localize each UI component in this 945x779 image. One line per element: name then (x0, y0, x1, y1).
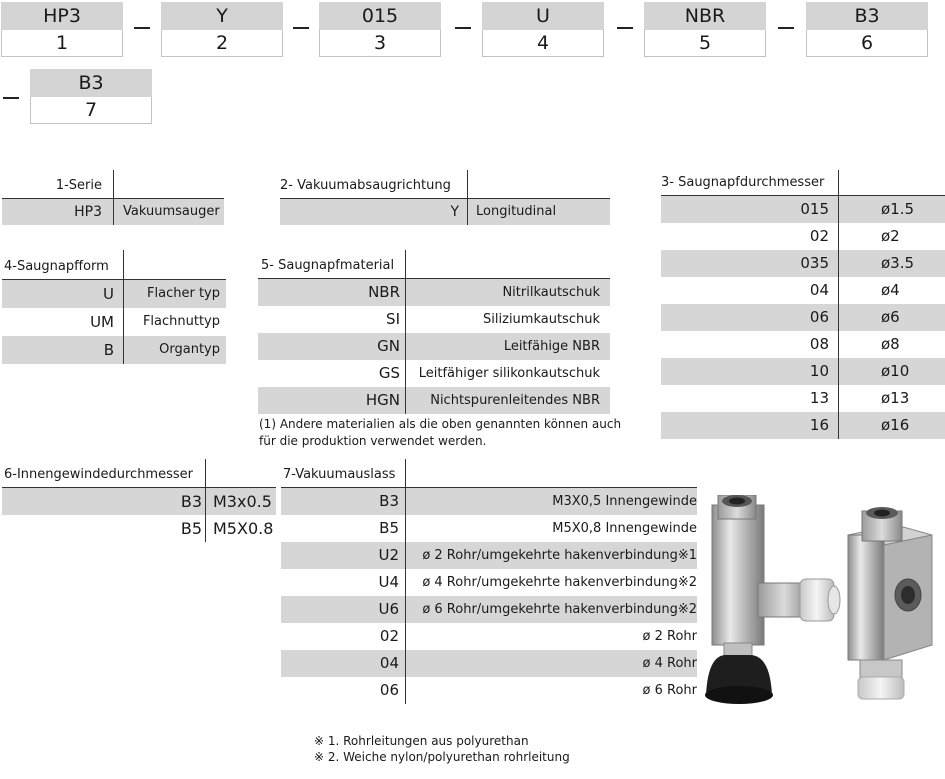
table-header (661, 170, 945, 196)
table-row (661, 385, 945, 412)
table-innengewindedurchmesser (2, 459, 276, 542)
row-code: B (103, 341, 114, 359)
separator-dash (134, 27, 150, 29)
row-code: 06 (809, 308, 829, 326)
table-row (661, 412, 945, 439)
code-value: U (482, 2, 604, 30)
row-desc: M5X0.8 (213, 519, 274, 538)
product-image (700, 495, 940, 720)
table-title: 7-Vakuumauslass (283, 467, 396, 482)
row-desc: ø2 (881, 227, 900, 245)
row-code: UM (90, 313, 114, 331)
separator-dash (455, 27, 471, 29)
row-desc: ø 6 Rohr (642, 683, 697, 698)
footnote-2: ※ 2. Weiche nylon/polyurethan rohrleitung (314, 750, 570, 764)
row-desc: Nitrilkautschuk (502, 285, 600, 300)
code-box-5 (644, 2, 766, 58)
code-position: 7 (30, 97, 152, 124)
row-code: SI (386, 310, 400, 328)
row-code: GN (377, 337, 400, 355)
row-desc: ø4 (881, 281, 900, 299)
table-row (661, 331, 945, 358)
row-desc: Leitfähige NBR (503, 339, 600, 354)
code-position: 4 (482, 30, 604, 57)
code-value: Y (161, 2, 283, 30)
code-position: 5 (644, 30, 766, 57)
row-code: NBR (368, 283, 400, 301)
row-code: B5 (180, 519, 202, 538)
row-code: B3 (379, 492, 399, 510)
row-code: 035 (800, 254, 829, 272)
table-title: 1-Serie (55, 178, 102, 193)
row-desc: Longitudinal (476, 204, 557, 219)
row-desc: ø 4 Rohr/umgekehrte hakenverbindung※2 (422, 575, 697, 590)
row-code: HGN (365, 391, 400, 409)
table-row (281, 515, 697, 542)
table-row (2, 488, 276, 515)
row-code: 02 (379, 627, 399, 645)
code-box-1 (1, 2, 123, 58)
row-code: U6 (378, 600, 399, 618)
code-box-7 (30, 69, 152, 125)
row-code: U2 (378, 546, 399, 564)
table-row (258, 306, 610, 333)
table-row (280, 199, 610, 225)
row-desc: Siliziumkautschuk (483, 312, 600, 327)
row-desc: M3x0.5 (213, 492, 272, 511)
note-line: (1) Andere materialien als die oben genannten können auch (259, 417, 622, 431)
table-header (280, 170, 610, 199)
table-row (661, 277, 945, 304)
code-position: 1 (1, 30, 123, 57)
row-desc: ø16 (881, 416, 910, 434)
code-box-3 (319, 2, 441, 58)
row-code: 16 (809, 416, 829, 434)
table-row (281, 677, 697, 704)
row-desc: ø13 (881, 389, 910, 407)
row-desc: M3X0,5 Innengewinde (552, 494, 697, 509)
row-code: U4 (378, 573, 399, 591)
row-desc: ø1.5 (881, 200, 915, 218)
row-desc: Vakuumsauger (123, 204, 220, 219)
row-desc: Nichtspurenleitendes NBR (430, 393, 600, 408)
table-row (661, 358, 945, 385)
table-header (2, 250, 226, 280)
code-value: 015 (319, 2, 441, 30)
table-row (661, 250, 945, 277)
row-desc: ø 2 Rohr/umgekehrte hakenverbindung※1 (422, 548, 697, 563)
row-code: 06 (379, 681, 399, 699)
table-title: 2- Vakuumabsaugrichtung (280, 178, 451, 193)
row-code: HP3 (74, 204, 102, 220)
row-desc: ø 4 Rohr (642, 656, 697, 671)
table-row (661, 223, 945, 250)
footnotes (314, 733, 570, 765)
row-code: 10 (809, 362, 829, 380)
table-title: 6-Innengewindedurchmesser (4, 467, 193, 482)
table-row (281, 623, 697, 650)
code-box-2 (161, 2, 283, 58)
row-code: U (103, 285, 114, 303)
vacuum-pad-left (705, 495, 840, 704)
row-desc: Flacher typ (147, 286, 220, 301)
row-code: 04 (379, 654, 399, 672)
material-note (259, 416, 621, 450)
table-title: 4-Saugnapfform (4, 259, 109, 274)
row-code: GS (378, 364, 400, 382)
code-box-4 (482, 2, 604, 58)
table-title: 5- Saugnapfmaterial (261, 258, 395, 273)
code-value: HP3 (1, 2, 123, 30)
row-code: 04 (809, 281, 829, 299)
table-row (258, 279, 610, 306)
table-header (2, 170, 224, 199)
table-row (281, 542, 697, 569)
table-row (258, 360, 610, 387)
table-title: 3- Saugnapfdurchmesser (661, 175, 825, 190)
table-row (258, 387, 610, 414)
row-desc: Leitfähiger silikonkautschuk (418, 366, 600, 381)
code-position: 3 (319, 30, 441, 57)
row-desc: ø 2 Rohr (642, 629, 697, 644)
table-row (281, 650, 697, 677)
row-code: 13 (809, 389, 829, 407)
row-code: 08 (809, 335, 829, 353)
table-row (281, 596, 697, 623)
row-desc: ø 6 Rohr/umgekehrte hakenverbindung※2 (422, 602, 697, 617)
footnote-1: ※ 1. Rohrleitungen aus polyurethan (314, 734, 529, 748)
table-vakuumabsaugrichtung (280, 170, 610, 225)
code-position: 6 (806, 30, 928, 57)
table-saugnapfform (2, 250, 226, 364)
table-row (258, 333, 610, 360)
row-desc: ø3.5 (881, 254, 915, 272)
table-row (281, 569, 697, 596)
row-desc: Organtyp (159, 342, 220, 357)
table-row (2, 336, 226, 364)
row-code: 02 (809, 227, 829, 245)
table-row (2, 515, 276, 542)
code-position: 2 (161, 30, 283, 57)
table-header (2, 459, 276, 488)
row-code: B3 (180, 492, 202, 511)
table-row (281, 488, 697, 515)
row-desc: ø10 (881, 362, 910, 380)
row-desc: M5X0,8 Innengewinde (552, 521, 697, 536)
code-value: NBR (644, 2, 766, 30)
separator-dash (293, 27, 309, 29)
separator-dash (617, 27, 633, 29)
row-code: B5 (379, 519, 399, 537)
table-saugnapfdurchmesser (661, 170, 945, 439)
table-row (2, 199, 224, 225)
vacuum-pad-right (848, 507, 932, 699)
table-row (2, 308, 226, 336)
code-box-6 (806, 2, 928, 58)
table-saugnapfmaterial (258, 250, 610, 414)
row-desc: ø6 (881, 308, 900, 326)
row-code: Y (450, 204, 459, 220)
row-desc: ø8 (881, 335, 900, 353)
table-header (258, 250, 610, 279)
table-serie (2, 170, 224, 225)
table-row (661, 196, 945, 223)
separator-dash (3, 97, 19, 99)
code-value: B3 (806, 2, 928, 30)
table-row (661, 304, 945, 331)
code-value: B3 (30, 69, 152, 97)
table-row (2, 280, 226, 308)
row-desc: Flachnuttyp (142, 314, 220, 329)
row-code: 015 (800, 200, 829, 218)
table-header (281, 459, 697, 488)
separator-dash (778, 27, 794, 29)
table-vakuumauslass (281, 459, 697, 704)
note-line: für die produktion verwendet werden. (259, 434, 487, 448)
